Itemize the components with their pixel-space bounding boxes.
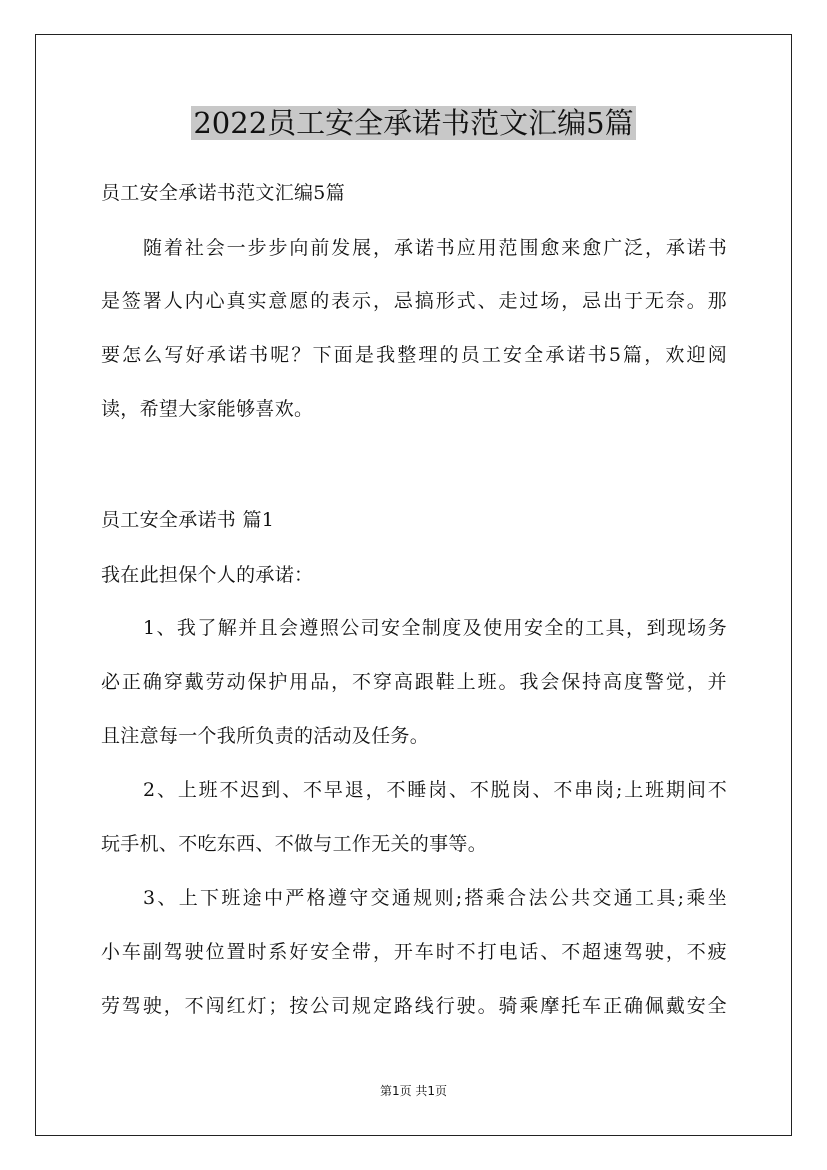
document-title-text: 2022员工安全承诺书范文汇编5篇 — [193, 106, 634, 140]
paragraph-line: 且注意每一个我所负责的活动及任务。 — [101, 725, 430, 747]
paragraph-line: 我在此担保个人的承诺： — [101, 564, 314, 586]
paragraph-line: 1、我了解并且会遵照公司安全制度及使用安全的工具，到现场务 — [143, 617, 727, 639]
paragraph-line: 必正确穿戴劳动保护用品，不穿高跟鞋上班。我会保持高度警觉，并 — [101, 671, 727, 693]
page-footer: 第1页 共1页 — [379, 1084, 448, 1098]
paragraph-line: 玩手机、不吃东西、不做与工作无关的事等。 — [101, 833, 488, 855]
paragraph-line: 3、上下班途中严格遵守交通规则;搭乘合法公共交通工具;乘坐 — [143, 887, 727, 909]
paragraph-line: 要怎么写好承诺书呢？下面是我整理的员工安全承诺书5篇，欢迎阅 — [101, 344, 727, 366]
paragraph-line: 小车副驾驶位置时系好安全带，开车时不打电话、不超速驾驶，不疲 — [101, 941, 727, 963]
document-title — [0, 102, 827, 144]
paragraph-line: 是签署人内心真实意愿的表示，忌搞形式、走过场，忌出于无奈。那 — [101, 290, 727, 312]
subtitle-line: 员工安全承诺书范文汇编5篇 — [101, 182, 345, 204]
paragraph-line: 2、上班不迟到、不早退，不睡岗、不脱岗、不串岗;上班期间不 — [143, 779, 727, 801]
paragraph-line: 随着社会一步步向前发展，承诺书应用范围愈来愈广泛，承诺书 — [143, 237, 727, 259]
paragraph-line: 读，希望大家能够喜欢。 — [101, 398, 314, 420]
paragraph-line: 劳驾驶，不闯红灯；按公司规定路线行驶。骑乘摩托车正确佩戴安全 — [101, 995, 727, 1017]
section-heading: 员工安全承诺书 篇1 — [101, 509, 275, 531]
